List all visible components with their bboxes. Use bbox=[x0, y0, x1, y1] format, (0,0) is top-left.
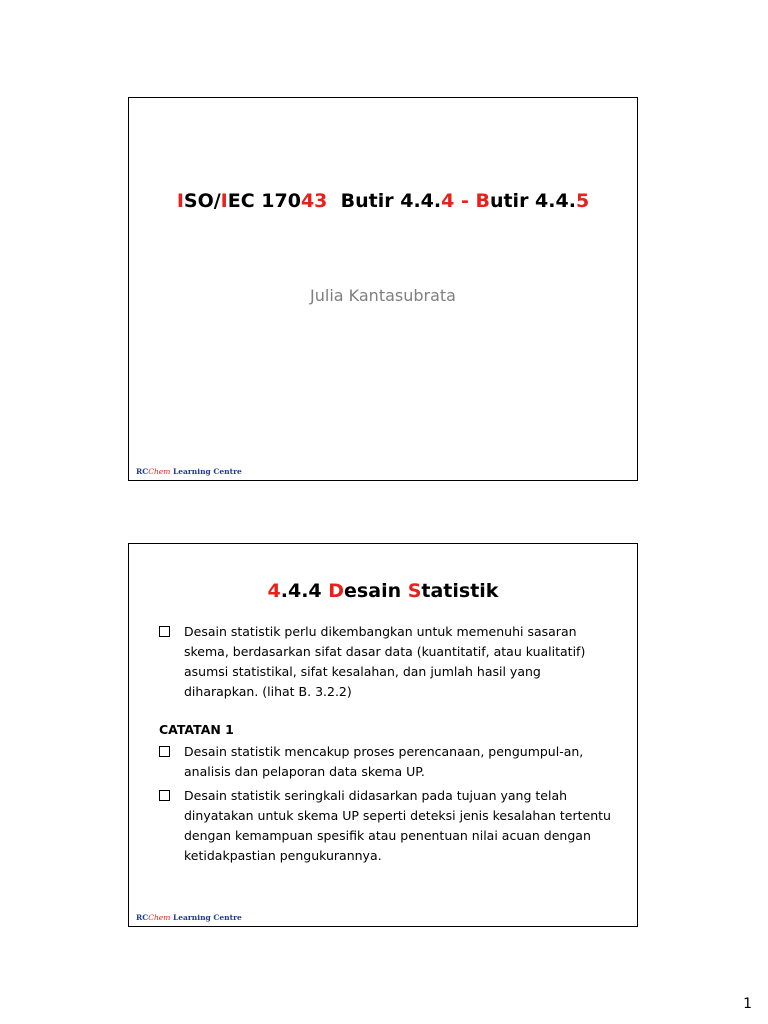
title-part: B bbox=[475, 190, 490, 212]
logo-chem: Chem bbox=[148, 913, 171, 922]
logo-rest: Learning Centre bbox=[170, 467, 242, 476]
list-item bbox=[159, 622, 617, 702]
title-part: D bbox=[328, 580, 345, 602]
checkbox-bullet-icon bbox=[159, 746, 170, 757]
note-heading: CATATAN 1 bbox=[159, 722, 234, 737]
title-part: 5 bbox=[575, 190, 590, 212]
logo-rc: RC bbox=[136, 467, 149, 476]
title-part: tatistik bbox=[421, 580, 499, 602]
slide-2-title bbox=[129, 580, 637, 602]
logo-chem: Chem bbox=[148, 467, 171, 476]
title-part: 4 bbox=[267, 580, 281, 602]
rcchem-logo bbox=[136, 913, 242, 922]
title-part: .4.4 bbox=[280, 580, 329, 602]
slide-1-author: Julia Kantasubrata bbox=[310, 286, 456, 305]
list-item bbox=[159, 742, 617, 782]
title-part: esain bbox=[344, 580, 408, 602]
title-part: 4 bbox=[441, 190, 455, 212]
rcchem-logo bbox=[136, 467, 242, 476]
title-part: Butir 4.4. bbox=[327, 190, 442, 212]
bullet-text: Desain statistik mencakup proses perencanaan, pengumpul-an, analisis dan pelaporan data skema UP. bbox=[184, 744, 584, 779]
slide-1 bbox=[128, 97, 638, 481]
bullet-text: Desain statistik perlu dikembangkan untuk memenuhi sasaran skema, berdasarkan sifat dasar data (kuantitatif, atau kualitatif) asumsi statistikal, sifat kesalahan, dan jumlah hasil yang diharapkan. (lihat B. 3.2.2) bbox=[184, 624, 586, 699]
checkbox-bullet-icon bbox=[159, 626, 170, 637]
title-part: - bbox=[454, 190, 476, 212]
logo-rest: Learning Centre bbox=[170, 913, 242, 922]
title-part: utir 4.4. bbox=[489, 190, 576, 212]
bullet-text: Desain statistik seringkali didasarkan pada tujuan yang telah dinyatakan untuk skema UP seperti deteksi jenis kesalahan tertentu dengan kemampuan spesifik atau penentuan nilai acuan dengan ketidakpastian pengukurannya. bbox=[184, 788, 611, 863]
slide-1-title bbox=[129, 190, 637, 212]
checkbox-bullet-icon bbox=[159, 790, 170, 801]
list-item bbox=[159, 786, 617, 866]
slide-2-body bbox=[159, 622, 617, 866]
title-part: EC 170 bbox=[227, 190, 301, 212]
title-part: I bbox=[176, 190, 184, 212]
title-part: S bbox=[407, 580, 422, 602]
slide-2 bbox=[128, 543, 638, 927]
title-part: I bbox=[220, 190, 228, 212]
logo-rc: RC bbox=[136, 913, 149, 922]
title-part: 43 bbox=[300, 190, 328, 212]
page-number: 1 bbox=[743, 996, 752, 1012]
title-part: SO/ bbox=[183, 190, 221, 212]
